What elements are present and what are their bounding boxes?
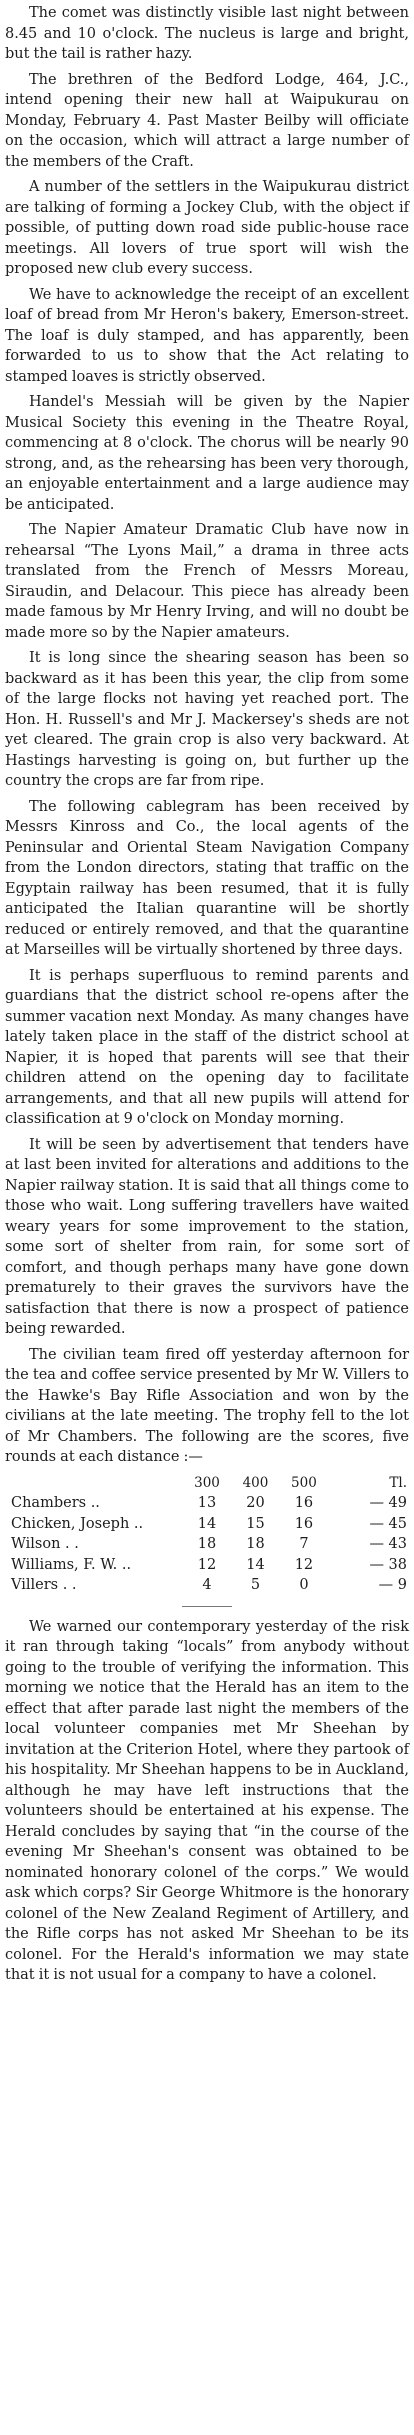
score-total: — 38 bbox=[369, 1556, 407, 1573]
table-row bbox=[5, 1555, 409, 1576]
paragraph-jockey-club: A number of the settlers in the Waipukurau district are talking of forming a Jockey Club, with the object if possible, of putting down road side public-house race meetings. All lovers of true sport will wish the proposed new club every success. bbox=[5, 179, 409, 277]
table-row bbox=[5, 1514, 409, 1535]
competitor-name: Chambers .. bbox=[11, 1495, 100, 1511]
scores-header-total: Tl. bbox=[389, 1474, 407, 1491]
section-divider bbox=[182, 1606, 232, 1607]
paragraph-shearing: It is long since the shearing season has been so backward as it has been this year, the clip from some of the large flocks not having yet reached port. The Hon. H. Russell's and Mr J. Mackersey's sheds are not yet cleared. The grain crop is also very backward. At Hastings harvesting is going on, but further up the country the crops are far from ripe. bbox=[5, 650, 409, 789]
scores-header-400: 400 bbox=[242, 1474, 269, 1491]
scores-header-name bbox=[5, 1473, 183, 1494]
score-300: 12 bbox=[197, 1556, 217, 1573]
competitor-name: Williams, F. W. .. bbox=[11, 1556, 132, 1573]
score-400: 15 bbox=[246, 1515, 265, 1532]
score-500: 12 bbox=[294, 1556, 314, 1573]
score-300: 14 bbox=[197, 1515, 217, 1532]
competitor-name: Wilson . . bbox=[11, 1536, 79, 1552]
score-500: 16 bbox=[294, 1515, 314, 1532]
paragraph-messiah: Handel's Messiah will be given by the Napier Musical Society this evening in the Theatre Royal, commencing at 8 o'clock. The chorus will be nearly 90 strong, and, as the rehearsing has been very thorough, an enjoyable entertainment and a large audience may be anticipated. bbox=[5, 394, 409, 513]
score-400: 14 bbox=[246, 1556, 265, 1573]
paragraph-railway-station: It will be seen by advertisement that tenders have at last been invited for alterations and additions to the Napier railway station. It is said that all things come to those who wait. Long suffering travellers have waited weary years for some improvement to the station, some sort of shelter from rain, for some sort of comfort, and though perhaps many have gone down prematurely to their graves the survivors have the satisfaction that there is now a prospect of patience being rewarded. bbox=[5, 1136, 409, 1337]
paragraph-contemporary-warning: We warned our contemporary yesterday of the risk it ran through taking “locals” from anybody without going to the trouble of verifying the information. This morning we notice that the Herald has an item to the effect that after parade last night the members of the local volunteer companies met Mr Sheehan by invitation at the Criterion Hotel, where they partook of his hospitality. Mr Sheehan happens to be in Auckland, although he may have left instructions that the volunteers should be entertained at his expense. The Herald concludes by saying that “in the course of the evening Mr Sheehan's consent was obtained to be nominated honorary colonel of the corps.” We would ask which corps? Sir George Whitmore is the honorary colonel of the New Zealand Regiment of Artillery, and the Rifle corps has not asked Mr Sheehan to be its colonel. For the Herald's information we may state that it is not usual for a company to have a colonel. bbox=[5, 1618, 409, 1983]
score-total: — 45 bbox=[369, 1515, 407, 1532]
score-400: 5 bbox=[250, 1577, 261, 1593]
table-row bbox=[5, 1575, 409, 1596]
scores-header-500: 500 bbox=[291, 1474, 317, 1491]
paragraph-civilian-team: The civilian team fired off yesterday afternoon for the tea and coffee service presented by Mr W. Villers to the Hawke's Bay Rifle Association and won by the civilians at the late meeting. The trophy fell to the lot of Mr Chambers. The following are the scores, five rounds at each distance :— bbox=[5, 1346, 409, 1465]
scores-header-300: 300 bbox=[194, 1474, 220, 1491]
paragraph-district-school: It is perhaps superfluous to remind parents and guardians that the district school re-opens after the summer vacation next Monday. As many changes have lately taken place in the staff of the district school at Napier, it is hoped that parents will see that their children attend on the opening day to facilitate arrangements, and that all new pupils will attend for classification at 9 o'clock on Monday morning. bbox=[5, 967, 409, 1127]
table-row bbox=[5, 1493, 409, 1514]
competitor-name: Chicken, Joseph .. bbox=[11, 1515, 144, 1532]
paragraph-dramatic-club: The Napier Amateur Dramatic Club have now in rehearsal “The Lyons Mail,” a drama in three acts translated from the French of Messrs Moreau, Siraudin, and Delacour. This piece has already been made famous by Mr Henry Irving, and will no doubt be made more so by the Napier amateurs. bbox=[5, 522, 409, 641]
paragraph-cablegram: The following cablegram has been received by Messrs Kinross and Co., the local agents of the Peninsular and Oriental Steam Navigation Company from the London directors, stating that traffic on the Egyptain railway has been resumed, that it is fully anticipated the Italian quarantine will be shortly reduced or entirely removed, and that the quarantine at Marseilles will be virtually shortened by three days. bbox=[5, 798, 409, 958]
paragraph-comet: The comet was distinctly visible last night between 8.45 and 10 o'clock. The nucleus is large and bright, but the tail is rather hazy. bbox=[5, 5, 409, 62]
scores-table bbox=[5, 1473, 409, 1596]
score-500: 0 bbox=[299, 1577, 309, 1593]
score-300: 4 bbox=[202, 1577, 212, 1593]
score-total: — 9 bbox=[378, 1577, 407, 1593]
scores-header-row bbox=[5, 1473, 409, 1494]
score-300: 18 bbox=[197, 1536, 217, 1552]
score-300: 13 bbox=[197, 1495, 217, 1511]
competitor-name: Villers . . bbox=[11, 1577, 77, 1593]
score-500: 7 bbox=[299, 1536, 309, 1552]
score-total: — 43 bbox=[369, 1536, 407, 1552]
paragraph-bedford-lodge: The brethren of the Bedford Lodge, 464, J.C., intend opening their new hall at Waipukurau on Monday, February 4. Past Master Beilby will officiate on the occasion, which will attract a large number of the members of the Craft. bbox=[5, 71, 409, 170]
paragraph-bread-loaf: We have to acknowledge the receipt of an excellent loaf of bread from Mr Heron's bakery, Emerson-street. The loaf is duly stamped, and has apparently, been forwarded to us to show that the Act relating to stamped loaves is strictly observed. bbox=[5, 286, 409, 385]
score-400: 18 bbox=[246, 1536, 265, 1552]
table-row bbox=[5, 1534, 409, 1555]
score-total: — 49 bbox=[369, 1495, 407, 1511]
score-400: 20 bbox=[246, 1495, 265, 1511]
score-500: 16 bbox=[294, 1495, 314, 1511]
